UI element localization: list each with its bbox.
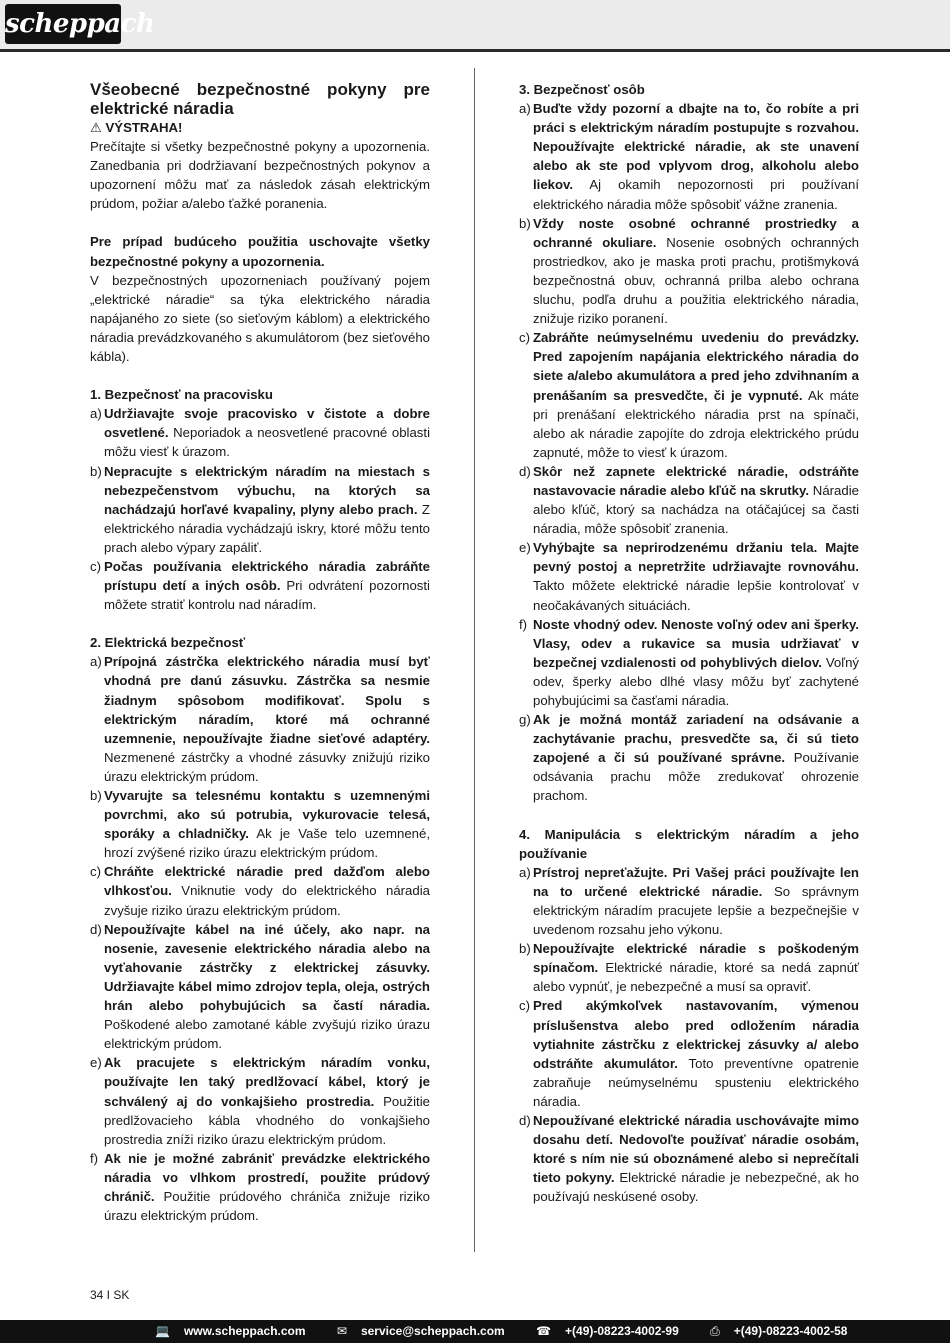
list-item bbox=[519, 863, 859, 939]
list-item bbox=[519, 462, 859, 538]
instruction-bold: Prípojná zástrčka elektrického náradia musí byť vhodná pre danú zásuvku. Zástrčka sa nesmie žiadnym spôsobom modifikovať. Spolu s elektrickým náradím, ktoré má ochranné uzemnenie, nepoužívajte žiadne sieťové adaptéry. bbox=[104, 654, 430, 746]
list-marker: a) bbox=[519, 864, 531, 880]
list-marker: a) bbox=[90, 654, 102, 670]
email-link[interactable]: service@scheppach.com bbox=[360, 1324, 505, 1338]
list-item bbox=[90, 1053, 430, 1148]
handling-list bbox=[519, 863, 859, 1207]
instruction-bold: Vyhýbajte sa neprirodzenému držaniu tela. Majte pevný postoj a nepretržite udržiavajte rovnováhu. bbox=[533, 540, 859, 575]
instruction-text: Ak je Vaše telo uzemnené, hrozí zvýšené riziko úrazu elektrickým prúdom. bbox=[104, 826, 430, 861]
instruction-bold: Zabráňte neúmyselnému uvedeniu do prevádzky. Pred zapojením napájania elektrického náradia do siete a/alebo akumulátora a pred jeho zdvihnaním a prenášaním sa presvedčte, či je vypnuté. bbox=[533, 330, 859, 403]
list-marker: c) bbox=[519, 330, 530, 346]
warning-label: ⚠ VÝSTRAHA! bbox=[90, 120, 183, 135]
list-item bbox=[519, 615, 859, 710]
instruction-text: Vniknutie vody do elektrického náradia zvyšuje riziko úrazu elektrickým prúdom. bbox=[104, 883, 430, 918]
instruction-bold: Noste vhodný odev. Nenoste voľný odev ani šperky. Vlasy, odev a rukavice sa musia udržiavať v bezpečnej vzdialenosti od pohyblivých dielov. bbox=[533, 616, 859, 670]
left-column bbox=[90, 80, 430, 1225]
list-marker: d) bbox=[90, 921, 102, 937]
instruction-bold: Vždy noste osobné ochranné prostriedky a ochranné okuliare. bbox=[533, 215, 859, 250]
instruction-bold: Pred akýmkoľvek nastavovaním, výmenou príslušenstva alebo pred odložením náradia vytiahnite zástrčku z elektrickej zásuvky a/ alebo odstráňte akumulátor. bbox=[533, 998, 859, 1071]
list-item bbox=[90, 404, 430, 461]
column-divider bbox=[474, 68, 475, 1252]
instruction-text: Toto preventívne opatrenie zabraňuje neúmyselnému spusteniu elektrického náradia. bbox=[533, 1055, 859, 1109]
personal-safety-list bbox=[519, 99, 859, 805]
instruction-text: Z elektrického náradia vychádzajú iskry, ktoré môžu tento prach alebo výpary zapáliť. bbox=[104, 501, 430, 555]
list-item bbox=[90, 462, 430, 557]
instruction-text: Aj okamih nepozornosti pri používaní elektrického náradia môže spôsobiť vážne zranenia. bbox=[533, 177, 859, 212]
instruction-text: Poškodené alebo zamotané káble zvyšujú riziko úrazu elektrickým prúdom. bbox=[104, 1017, 430, 1052]
instruction-bold: Skôr než zapnete elektrické náradie, odstráňte nastavovacie náradie alebo kľúč na skrutky. bbox=[533, 463, 859, 498]
instruction-text: Použitie prúdového chrániča znižuje riziko úrazu elektrickým prúdom. bbox=[104, 1188, 430, 1224]
list-item bbox=[90, 920, 430, 1054]
list-marker: f) bbox=[90, 1150, 99, 1166]
list-item bbox=[90, 652, 430, 786]
section-heading-workplace: 1. Bezpečnosť na pracovisku bbox=[90, 387, 273, 403]
page-number: 34 I SK bbox=[90, 1288, 130, 1302]
email-icon: ✉ bbox=[336, 1324, 347, 1338]
list-marker: a) bbox=[90, 406, 102, 422]
instruction-bold: Buďte vždy pozorní a dbajte na to, čo robíte a pri práci s elektrickým náradím postupujte s rozvahou. Nepoužívajte elektrické náradie, ak ste unavení alebo ak ste pod vplyvom drog, alkoholu alebo liekov. bbox=[533, 101, 859, 193]
instruction-bold: Nepoužívajte elektrické náradie s poškodeným spínačom. bbox=[533, 941, 859, 976]
list-marker: c) bbox=[519, 998, 530, 1014]
instruction-text: Pri odvrátení pozornosti môžete stratiť kontrolu nad náradím. bbox=[104, 578, 430, 613]
electrical-list bbox=[90, 652, 430, 1225]
list-item bbox=[519, 996, 859, 1111]
list-marker: c) bbox=[90, 558, 101, 574]
list-item bbox=[519, 99, 859, 214]
definition-paragraph: V bezpečnostných upozorneniach používaný pojem „elektrické náradie“ sa týka elektrického náradia napájaného zo siete (so sieťovým káblom) a elektrického náradia prevádzkovaného s akumulátorom (bez sieťového kábla). bbox=[90, 272, 430, 365]
instruction-text: Nezmenené zástrčky a vhodné zásuvky znižujú riziko úrazu elektrickým prúdom. bbox=[104, 749, 430, 784]
list-item bbox=[519, 328, 859, 462]
instruction-text: So správnym elektrickým náradím pracujete lepšie a bezpečnejšie v uvedenom rozsahu jeho výkonu. bbox=[533, 883, 859, 938]
list-marker: b) bbox=[90, 788, 102, 803]
list-marker: c) bbox=[90, 864, 101, 880]
instruction-bold: Vyvarujte sa telesnému kontaktu s uzemnenými povrchmi, ako sú potrubia, vykurovacie telesá, sporáky a chladničky. bbox=[104, 788, 430, 842]
list-item bbox=[90, 557, 430, 614]
instruction-bold: Nepoužívané elektrické náradia uschovávajte mimo dosahu detí. Nedovoľte používať náradie osobám, ktoré s ním nie sú oboznámené alebo si neprečítali tieto pokyny. bbox=[533, 1112, 859, 1186]
list-item bbox=[519, 538, 859, 614]
intro-paragraph: Prečítajte si všetky bezpečnostné pokyny a upozornenia. Zanedbania pri dodržiavaní bezpečnostných pokynov a upozornení môžu mať za následok zásah elektrickým prúdom, požiar a/alebo ťažké poranenia. bbox=[90, 139, 430, 212]
section-heading-personal: 3. Bezpečnosť osôb bbox=[519, 82, 645, 97]
fax-number: +(49)-08223-4002-58 bbox=[733, 1324, 848, 1338]
list-marker: e) bbox=[519, 540, 531, 556]
section-heading-handling: 4. Manipulácia s elektrickým náradím a jeho používanie bbox=[519, 826, 859, 861]
fax-icon: ⎙ bbox=[710, 1324, 720, 1338]
section-heading-electrical: 2. Elektrická bezpečnosť bbox=[90, 635, 246, 651]
list-marker: b) bbox=[90, 463, 102, 479]
list-marker: f) bbox=[519, 616, 528, 632]
instruction-bold: Chráňte elektrické náradie pred dažďom alebo vlhkosťou. bbox=[104, 864, 430, 899]
list-marker: d) bbox=[519, 463, 531, 479]
instruction-text: Elektrické náradie, ktoré sa nedá zapnúť alebo vypnúť, je nebezpečné a musí sa opraviť. bbox=[533, 960, 859, 995]
instruction-text: Takto môžete elektrické náradie lepšie kontrolovať v neočakávaných situáciách. bbox=[533, 578, 859, 613]
keep-instructions: Pre prípad budúceho použitia uschovajte všetky bezpečnostné pokyny a upozornenia. bbox=[90, 234, 430, 269]
list-marker: d) bbox=[519, 1112, 531, 1128]
list-item bbox=[519, 939, 859, 996]
phone-icon: ☎ bbox=[536, 1324, 552, 1338]
workplace-list bbox=[90, 404, 430, 614]
instruction-text: Ak máte pri prenášaní elektrického náradia prst na spínači, alebo ak náradie zapojíte do zdroja elektrického prúdu zapnuté, môže to viesť k úrazom. bbox=[533, 387, 859, 460]
instruction-text: Neporiadok a neosvetlené pracovné oblasti môžu viesť k úrazom. bbox=[104, 425, 430, 460]
website-link[interactable]: www.scheppach.com bbox=[183, 1324, 306, 1338]
section-title: Všeobecné bezpečnostné pokyny pre elektrické náradia bbox=[90, 80, 430, 118]
instruction-bold: Nepracujte s elektrickým náradím na miestach s nebezpečenstvom výbuchu, na ktorých sa nachádzajú horľavé kvapaliny, plyny alebo prach. bbox=[104, 463, 430, 517]
instruction-bold: Ak nie je možné zabrániť prevádzke elektrického náradia vo vlhkom prostredí, použite prúdový chránič. bbox=[104, 1150, 430, 1204]
phone-number: +(49)-08223-4002-99 bbox=[565, 1324, 679, 1338]
scheppach-logo: scheppach bbox=[5, 4, 121, 44]
instruction-bold: Ak je možná montáž zariadení na odsávanie a zachytávanie prachu, presvedčte sa, či sú tieto zapojené a či sú používané správne. bbox=[533, 712, 859, 766]
right-column bbox=[519, 80, 859, 1206]
instruction-text: Voľný odev, šperky alebo dlhé vlasy môžu byť zachytené pohybujúcimi sa časťami náradia. bbox=[533, 654, 859, 708]
instruction-text: Náradie alebo kľúč, ktorý sa nachádza na otáčajúcej sa časti náradia, môže spôsobiť zranenia. bbox=[533, 482, 859, 537]
instruction-text: Použitie predlžovacieho kábla vhodného do vonkajšieho prostredia zníži riziko úrazu elektrickým prúdom. bbox=[104, 1093, 430, 1147]
list-item bbox=[90, 1149, 430, 1225]
list-marker: b) bbox=[519, 941, 531, 957]
list-item bbox=[90, 786, 430, 862]
footer-contact-bar bbox=[0, 1320, 950, 1343]
list-marker: a) bbox=[519, 101, 531, 117]
list-item bbox=[519, 1111, 859, 1206]
instruction-text: Elektrické náradie je nebezpečné, ak ho používajú neskúsené osoby. bbox=[533, 1170, 859, 1205]
instruction-bold: Prístroj nepreťažujte. Pri Vašej práci používajte len na to určené elektrické náradie. bbox=[533, 864, 859, 899]
instruction-bold: Nepoužívajte kábel na iné účely, ako napr. na nosenie, zavesenie elektrického náradia alebo na vyťahovanie zástrčky z elektrickej zásuvky. Udržiavajte kábel mimo zdrojov tepla, oleja, ostrých hrán alebo pohybujúcich sa častí náradia. bbox=[104, 921, 430, 1014]
list-marker: b) bbox=[519, 215, 531, 231]
list-marker: e) bbox=[90, 1055, 102, 1071]
instruction-bold: Počas používania elektrického náradia zabráňte prístupu detí a iných osôb. bbox=[104, 558, 430, 594]
page-header bbox=[0, 0, 950, 49]
list-item bbox=[519, 710, 859, 805]
list-item bbox=[519, 214, 859, 329]
instruction-bold: Udržiavajte svoje pracovisko v čistote a dobre osvetlené. bbox=[104, 406, 430, 441]
instruction-text: Používanie odsávania prachu môže zredukovať ohrozenie prachom. bbox=[533, 750, 859, 804]
computer-icon: 💻 bbox=[155, 1324, 170, 1338]
header-rule bbox=[0, 49, 950, 52]
instruction-bold: Ak pracujete s elektrickým náradím vonku, používajte len taký predlžovací kábel, ktorý je schválený aj do vonkajšieho prostredia. bbox=[104, 1055, 430, 1109]
list-marker: g) bbox=[519, 712, 531, 728]
instruction-text: Nosenie osobných ochranných prostriedkov, ako je maska proti prachu, protišmyková bezpečnostná obuv, ochranná prilba alebo ochrana sluchu, podľa druhu a použitia elektrického náradia, znižuje riziko poranení. bbox=[533, 234, 859, 327]
list-item bbox=[90, 862, 430, 919]
